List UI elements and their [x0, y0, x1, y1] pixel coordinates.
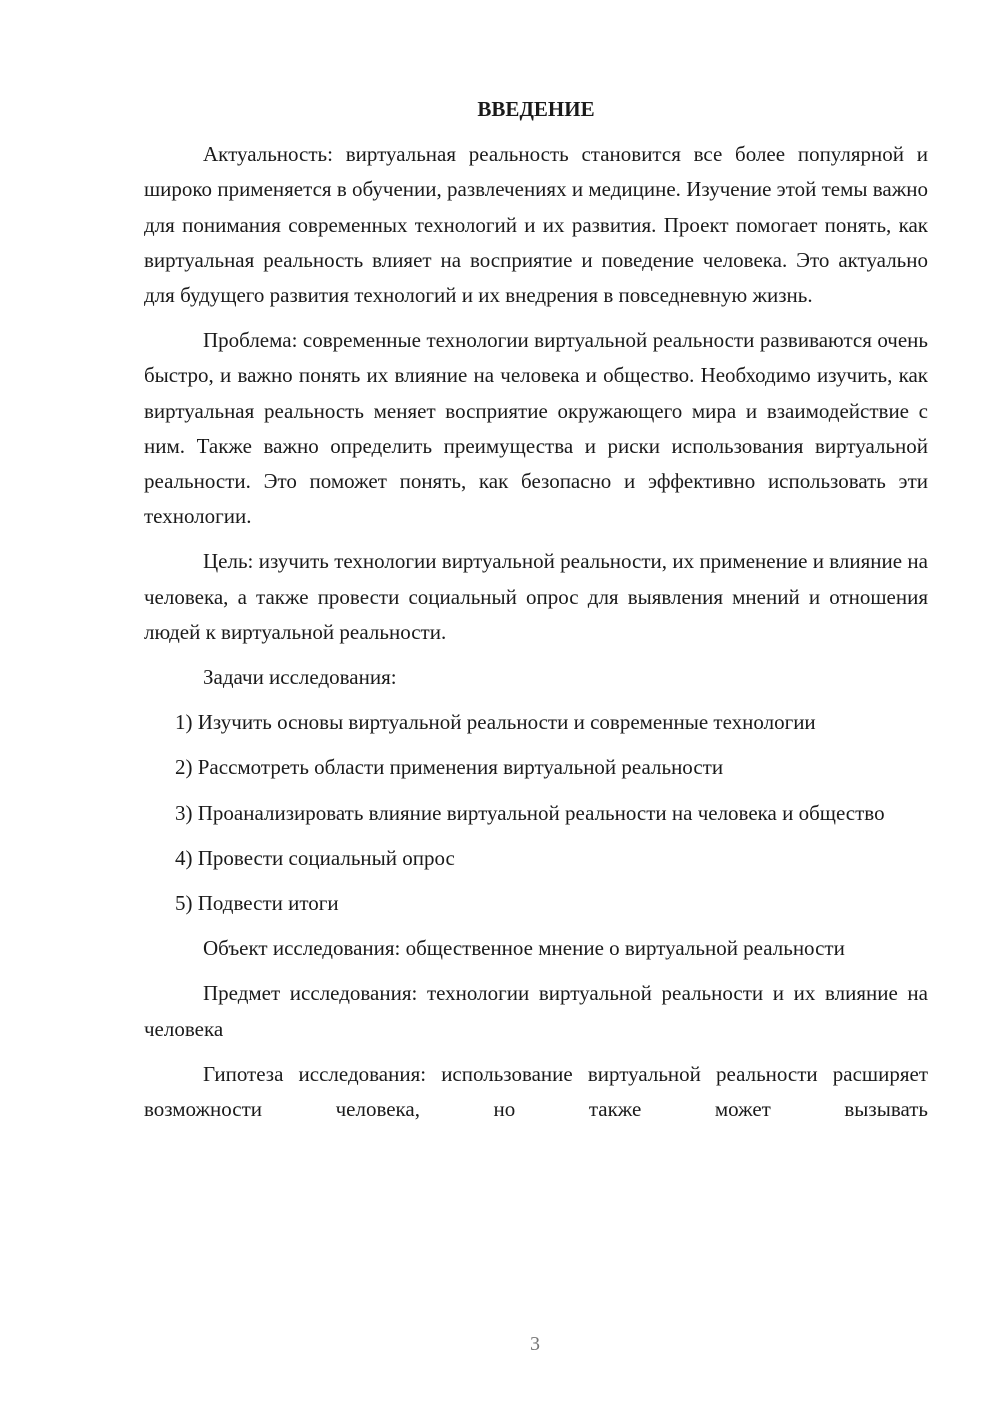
task-item: 5) Подвести итоги — [175, 891, 339, 916]
relevance-paragraph: Актуальность: виртуальная реальность становится все более популярной и широко применяется в обучении, развлечениях и медицине. Изучение этой темы важно для понимания современных технологий и их развития. Проект помогает понять, как виртуальная реальность влияет на восприятие и поведение человека. Это актуально для будущего развития технологий и их внедрения в повседневную жизнь. — [144, 142, 928, 308]
goal-paragraph: Цель: изучить технологии виртуальной реальности, их применение и влияние на человека, а также провести социальный опрос для выявления мнений и отношения людей к виртуальной реальности. — [144, 549, 928, 644]
task-item: 3) Проанализировать влияние виртуальной реальности на человека и общество — [175, 800, 885, 825]
hypothesis-paragraph: Гипотеза исследования: использование виртуальной реальности расширяет возможности человека, но также может вызывать — [144, 1061, 928, 1122]
tasks-heading: Задачи исследования: — [203, 665, 397, 690]
section-title: ВВЕДЕНИЕ — [477, 97, 595, 121]
document-page — [144, 92, 928, 1137]
task-item: 1) Изучить основы виртуальной реальности и современные технологии — [175, 710, 816, 735]
page-number: 3 — [530, 1333, 540, 1355]
task-item: 2) Рассмотреть области применения виртуальной реальности — [175, 755, 724, 780]
object-paragraph: Объект исследования: общественное мнение о виртуальной реальности — [203, 936, 845, 961]
task-item: 4) Провести социальный опрос — [175, 845, 455, 870]
subject-paragraph: Предмет исследования: технологии виртуальной реальности и их влияние на человека — [144, 981, 928, 1041]
problem-paragraph: Проблема: современные технологии виртуальной реальности развиваются очень быстро, и важно понять их влияние на человека и общество. Необходимо изучить, как виртуальная реальность меняет восприятие окружающего мира и взаимодействие с ним. Также важно определить преимущества и риски использования виртуальной реальности. Это поможет понять, как безопасно и эффективно использовать эти технологии. — [144, 328, 928, 529]
